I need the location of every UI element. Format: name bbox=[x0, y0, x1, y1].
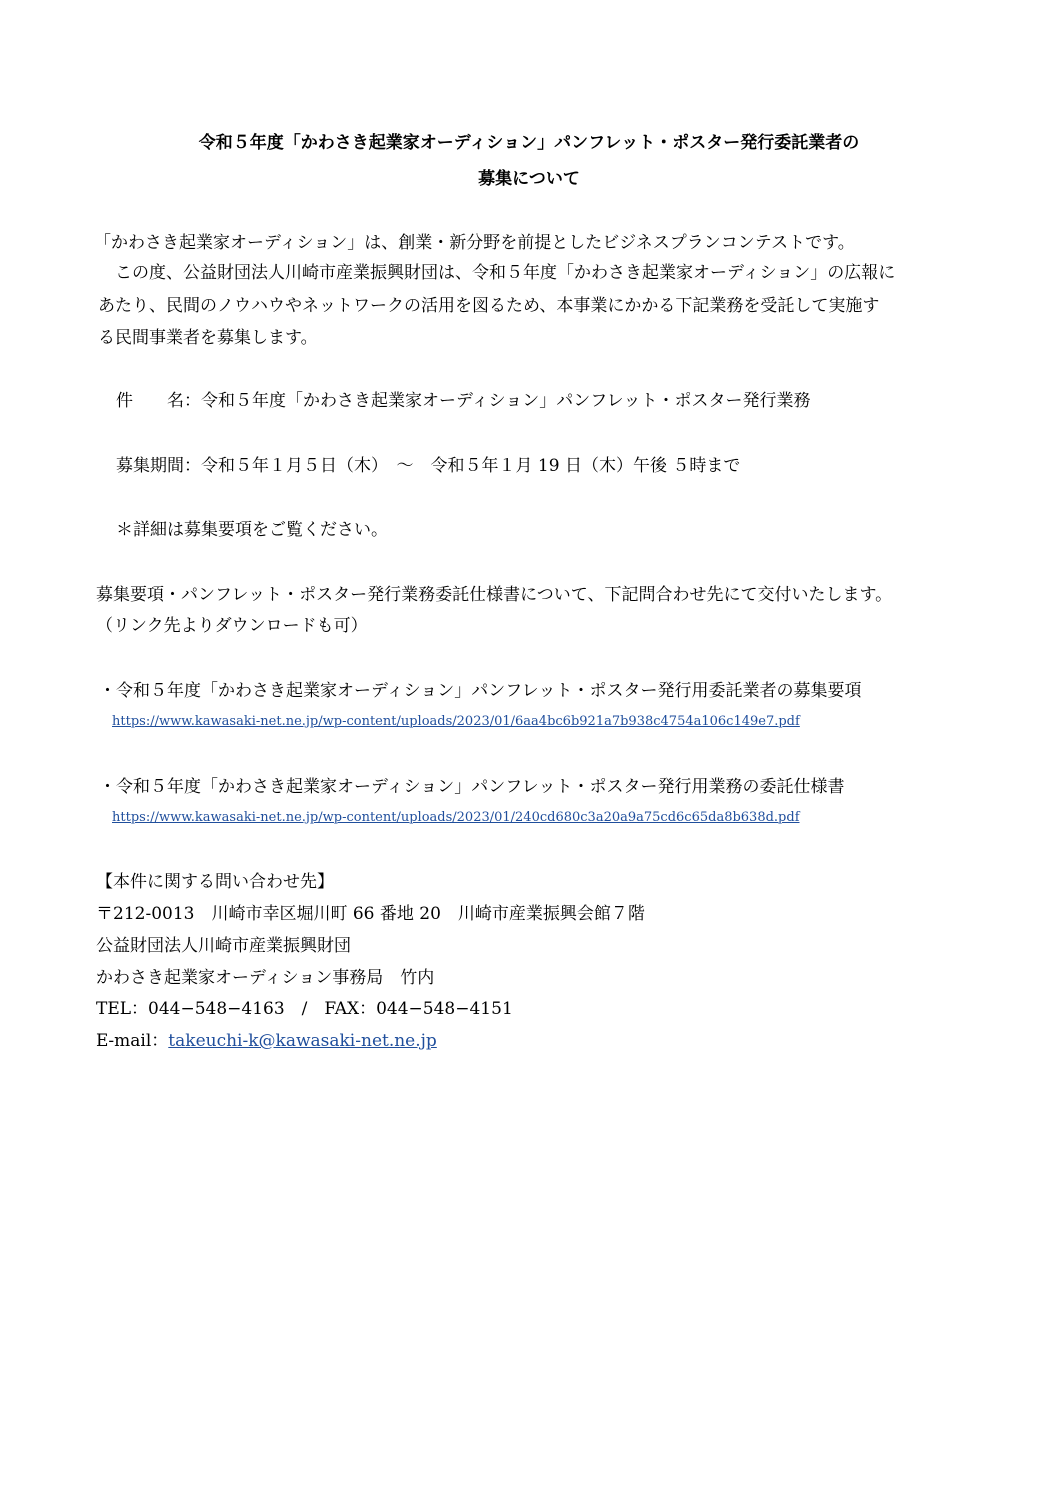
intro-line-3: あたり、民間のノウハウやネットワークの活用を図るため、本事業にかかる下記業務を受託して実施す bbox=[98, 296, 880, 316]
intro-line-1: 「かわさき起業家オーディション」は、創業・新分野を前提としたビジネスプランコンテストです。 bbox=[94, 233, 855, 253]
email-link[interactable]: takeuchi-k@kawasaki-net.ne.jp bbox=[168, 1031, 437, 1051]
page-title-line-2: 募集について bbox=[478, 169, 580, 189]
document-2-link[interactable]: https://www.kawasaki-net.ne.jp/wp-content/uploads/2023/01/240cd680c3a20a9a75cd6c65da8b638d.pdf bbox=[112, 810, 800, 825]
case-name: 件 名：令和５年度「かわさき起業家オーディション」パンフレット・ポスター発行業務 bbox=[116, 391, 811, 411]
page-title-line-1: 令和５年度「かわさき起業家オーディション」パンフレット・ポスター発行委託業者の bbox=[198, 133, 860, 153]
intro-line-2: この度、公益財団法人川崎市産業振興財団は、令和５年度「かわさき起業家オーディション」の広報に bbox=[98, 263, 896, 283]
document-1-label: ・令和５年度「かわさき起業家オーディション」パンフレット・ポスター発行用委託業者の募集要項 bbox=[99, 681, 862, 701]
distribution-line-1: 募集要項・パンフレット・ポスター発行業務委託仕様書について、下記問合わせ先にて交付いたします。 bbox=[96, 585, 893, 605]
document-1-link[interactable]: https://www.kawasaki-net.ne.jp/wp-content/uploads/2023/01/6aa4bc6b921a7b938c4754a106c149e7.pdf bbox=[112, 714, 800, 729]
contact-office: かわさき起業家オーディション事務局 竹内 bbox=[96, 968, 435, 988]
email-label: E‐mail： bbox=[96, 1031, 169, 1051]
distribution-line-2: （リンク先よりダウンロードも可） bbox=[96, 616, 368, 636]
contact-tel-fax: TEL：044−548−4163 / FAX：044−548−4151 bbox=[96, 999, 513, 1019]
application-period: 募集期間：令和５年１月５日（木） ～ 令和５年１月 19 日（木）午後 ５時まで bbox=[116, 456, 741, 476]
details-note: ＊詳細は募集要項をご覧ください。 bbox=[116, 520, 388, 540]
contact-address: 〒212-0013 川崎市幸区堀川町 66 番地 20 川崎市産業振興会館７階 bbox=[96, 904, 645, 924]
intro-line-4: る民間事業者を募集します。 bbox=[98, 328, 318, 348]
contact-email-row bbox=[96, 1030, 437, 1052]
contact-heading: 【本件に関する問い合わせ先】 bbox=[96, 872, 334, 892]
document-2-label: ・令和５年度「かわさき起業家オーディション」パンフレット・ポスター発行用業務の委託仕様書 bbox=[99, 777, 845, 797]
contact-organization: 公益財団法人川崎市産業振興財団 bbox=[96, 936, 351, 956]
